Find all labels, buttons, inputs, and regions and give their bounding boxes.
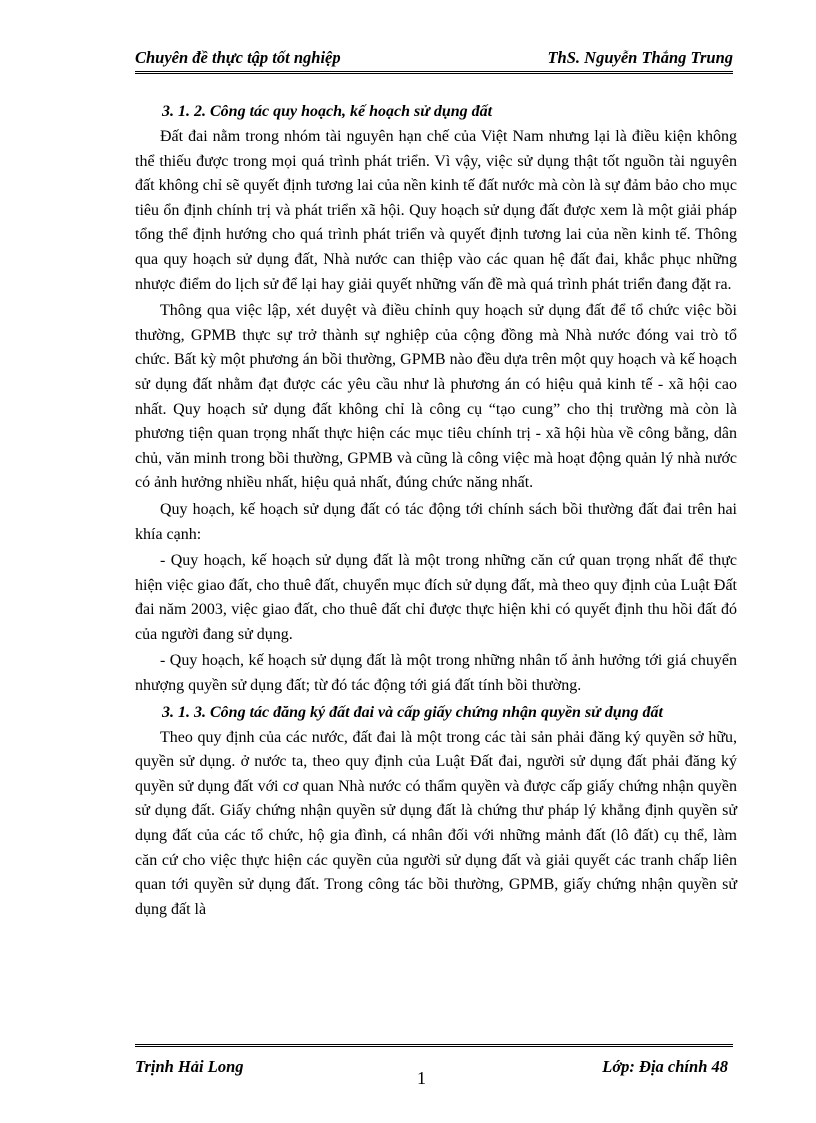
bullet-paragraph: - Quy hoạch, kế hoạch sử dụng đất là một trong những căn cứ quan trọng nhất để thực hiện việc giao đất, cho thuê đất, chuyển mục đích sử dụng đất, mà theo quy định của Luật Đất đai năm 2003, việc giao đất, cho thuê đất chỉ được thực hiện khi có quyết định thu hồi đất đó của người đang sử dụng. [135, 552, 737, 643]
section-heading-3-1-2: 3. 1. 2. Công tác quy hoạch, kế hoạch sử dụng đất [162, 103, 493, 120]
footer-author-name: Trịnh Hải Long [135, 1057, 244, 1076]
header-document-title: Chuyên đề thực tập tốt nghiệp [135, 48, 341, 67]
paragraph: Đất đai nằm trong nhóm tài nguyên hạn chế của Việt Nam nhưng lại là điều kiện không thể thiếu được trong mọi quá trình phát triển. Vì vậy, việc sử dụng thật tốt nguồn tài nguyên đất không chỉ sẽ quyết định tương lai của nền kinh tế đất nước mà còn là sự đảm bảo cho mục tiêu ổn định chính trị và phát triển xã hội. Quy hoạch sử dụng đất được xem là một giải pháp tổng thể định hướng cho quá trình phát triển và quyết định tương lai của nền kinh tế. Thông qua quy hoạch sử dụng đất, Nhà nước can thiệp vào các quan hệ đất đai, khắc phục những nhược điểm do lịch sử để lại hay giải quyết những vấn đề mà quá trình phát triển đang đặt ra. [135, 128, 737, 293]
document-body [135, 98, 737, 922]
paragraph: Thông qua việc lập, xét duyệt và điều chỉnh quy hoạch sử dụng đất để tổ chức việc bồi thường, GPMB thực sự trở thành sự nghiệp của cộng đồng mà Nhà nước đóng vai trò tổ chức. Bất kỳ một phương án bồi thường, GPMB nào đều dựa trên một quy hoạch và kế hoạch sử dụng đất nhằm đạt được các yêu cầu như là phương án có hiệu quả kinh tế - xã hội cao nhất. Quy hoạch sử dụng đất không chỉ là công cụ “tạo cung” cho thị trường mà còn là phương tiện quan trọng nhất thực hiện các mục tiêu chính trị - xã hội hùa về công bằng, dân chủ, văn minh trong bồi thường, GPMB và cũng là công việc mà hoạt động quản lý nhà nước có ảnh hưởng nhiều nhất, hiệu quả nhất, đúng chức năng nhất. [135, 302, 737, 492]
paragraph: Theo quy định của các nước, đất đai là một trong các tài sản phải đăng ký quyền sở hữu, quyền sử dụng. ở nước ta, theo quy định của Luật Đất đai, người sử dụng đất phải đăng ký quyền sử dụng đất với cơ quan Nhà nước có thẩm quyền và được cấp giấy chứng nhận quyền sử dụng đất. Giấy chứng nhận quyền sử dụng đất là chứng thư pháp lý khẳng định quyền sử dụng đất của các tổ chức, hộ gia đình, cá nhân đối với những mảnh đất (lô đất) cụ thể, làm căn cứ cho việc thực hiện các quyền của người sử dụng đất và giải quyết các tranh chấp liên quan tới quyền sử dụng đất. Trong công tác bồi thường, GPMB, giấy chứng nhận quyền sử dụng đất là [135, 728, 737, 918]
paragraph: Quy hoạch, kế hoạch sử dụng đất có tác động tới chính sách bồi thường đất đai trên hai khía cạnh: [135, 500, 737, 543]
page-header [135, 47, 733, 74]
header-supervisor-name: ThS. Nguyễn Thắng Trung [547, 48, 733, 67]
bullet-paragraph: - Quy hoạch, kế hoạch sử dụng đất là một trong những nhân tố ảnh hưởng tới giá chuyển nhượng quyền sử dụng đất; từ đó tác động tới giá đất tính bồi thường. [135, 652, 737, 695]
page-footer [135, 1044, 733, 1076]
page-number: 1 [417, 1068, 426, 1088]
section-heading-3-1-3: 3. 1. 3. Công tác đăng ký đất đai và cấp giấy chứng nhận quyền sử dụng đất [162, 703, 663, 721]
footer-class-name: Lớp: Địa chính 48 [602, 1057, 728, 1076]
